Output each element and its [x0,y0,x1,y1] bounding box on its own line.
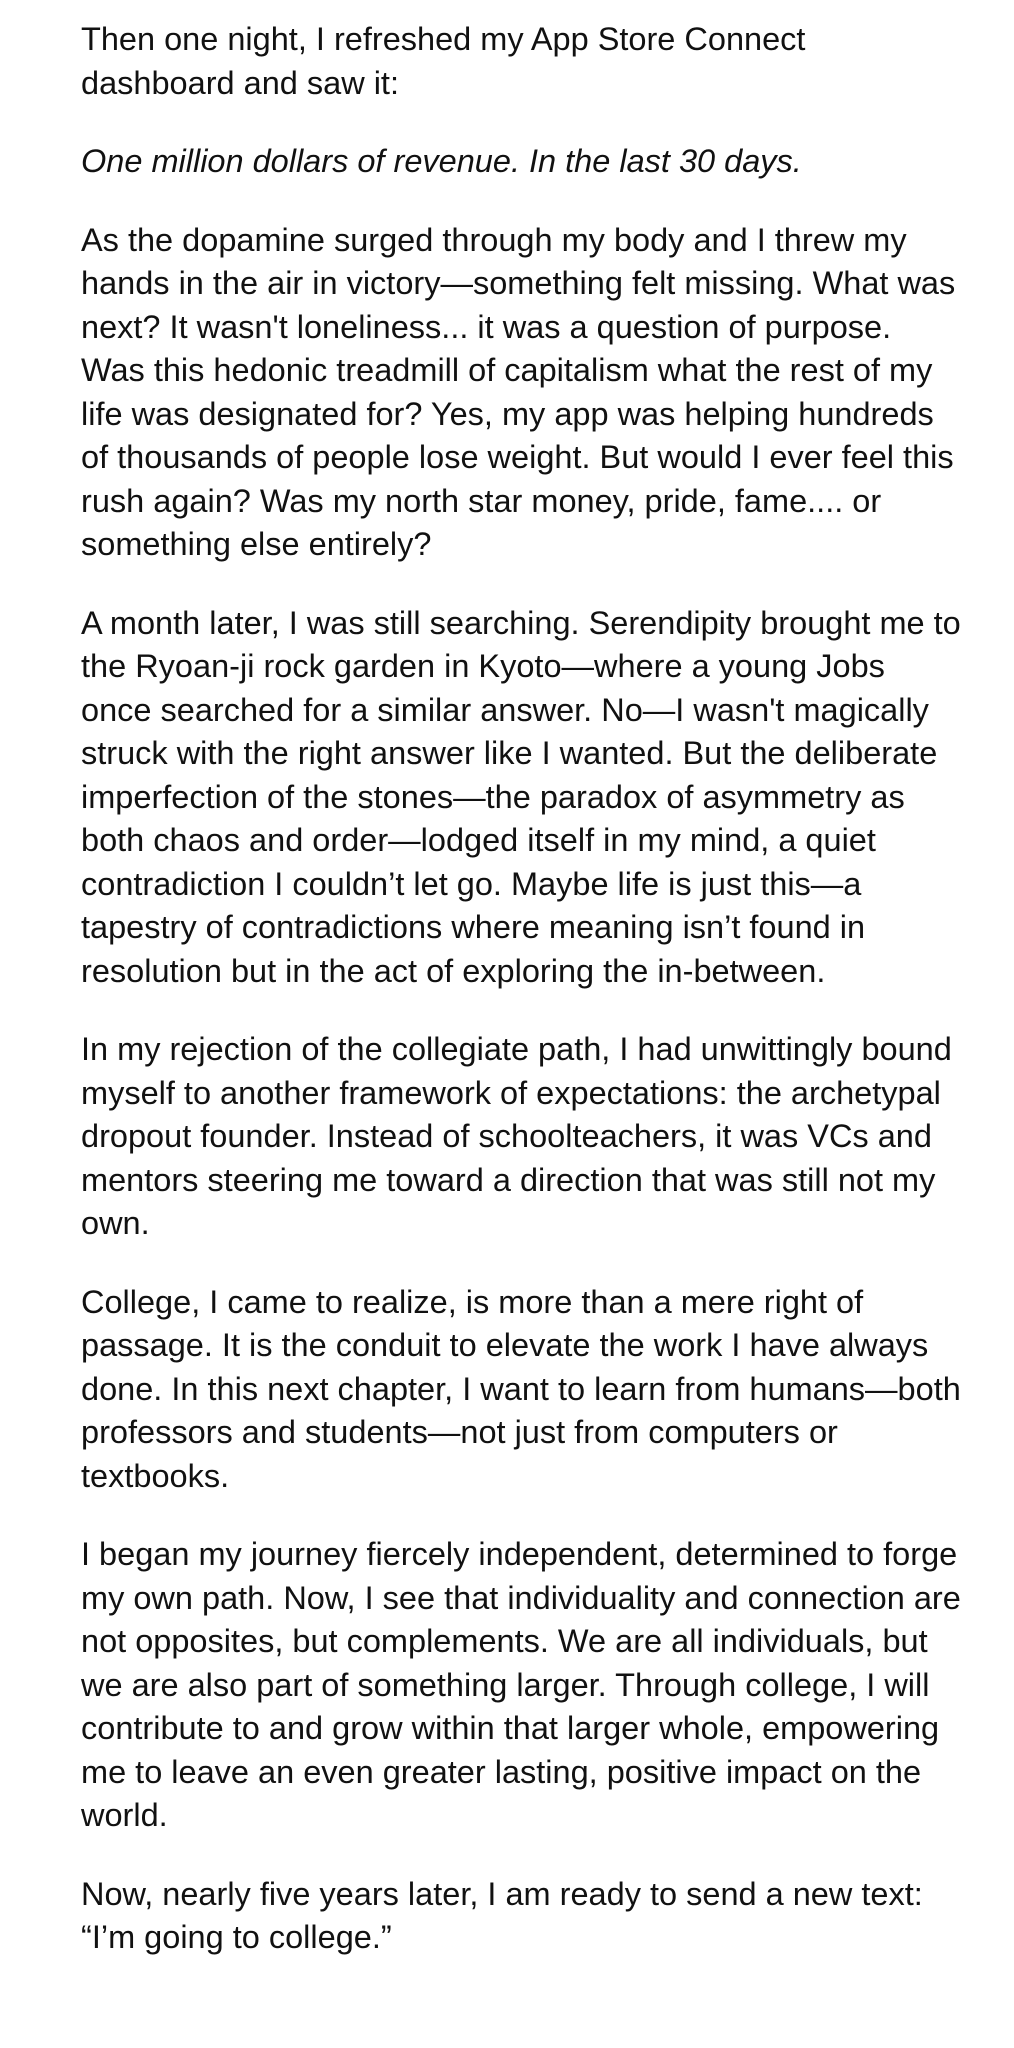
paragraph-journey: I began my journey fiercely independent, determined to forge my own path. Now, I see that individuality and connection are not opposites, but complements. We are all individuals, but we are also part of something larger. Through college, I will contribute to and grow within that larger whole, empowering me to leave an even greater lasting, positive impact on the world. [81,1536,961,1833]
paragraph-conclusion: Now, nearly five years later, I am ready to send a new text: “I’m going to college.” [81,1875,923,1955]
essay-body [81,18,961,1995]
paragraph-rejection: In my rejection of the collegiate path, I had unwittingly bound myself to another framework of expectations: the archetypal dropout founder. Instead of schoolteachers, it was VCs and mentors steering me toward a direction that was still not my own. [81,1031,952,1241]
paragraph-kyoto: A month later, I was still searching. Serendipity brought me to the Ryoan-ji rock garden in Kyoto—where a young Jobs once searched for a similar answer. No—I wasn't magically struck with the right answer like I wanted. But the deliberate imperfection of the stones—the paradox of asymmetry as both chaos and order—lodged itself in my mind, a quiet contradiction I couldn’t let go. Maybe life is just this—a tapestry of contradictions where meaning isn’t found in resolution but in the act of exploring the in-between. [81,604,961,989]
paragraph-college-realization: College, I came to realize, is more than a mere right of passage. It is the conduit to elevate the work I have always done. In this next chapter, I want to learn from humans—both professors and students—not just from computers or textbooks. [81,1283,961,1494]
paragraph-dopamine: As the dopamine surged through my body and I threw my hands in the air in victory—something felt missing. What was next? It wasn't loneliness... it was a question of purpose. Was this hedonic treadmill of capitalism what the rest of my life was designated for? Yes, my app was helping hundreds of thousands of people lose weight. But would I ever feel this rush again? Was my north star money, pride, fame.... or something else entirely? [81,221,956,562]
paragraph-revenue-quote: One million dollars of revenue. In the last 30 days. [81,143,802,179]
paragraph-dashboard: Then one night, I refreshed my App Store Connect dashboard and saw it: [81,21,806,101]
